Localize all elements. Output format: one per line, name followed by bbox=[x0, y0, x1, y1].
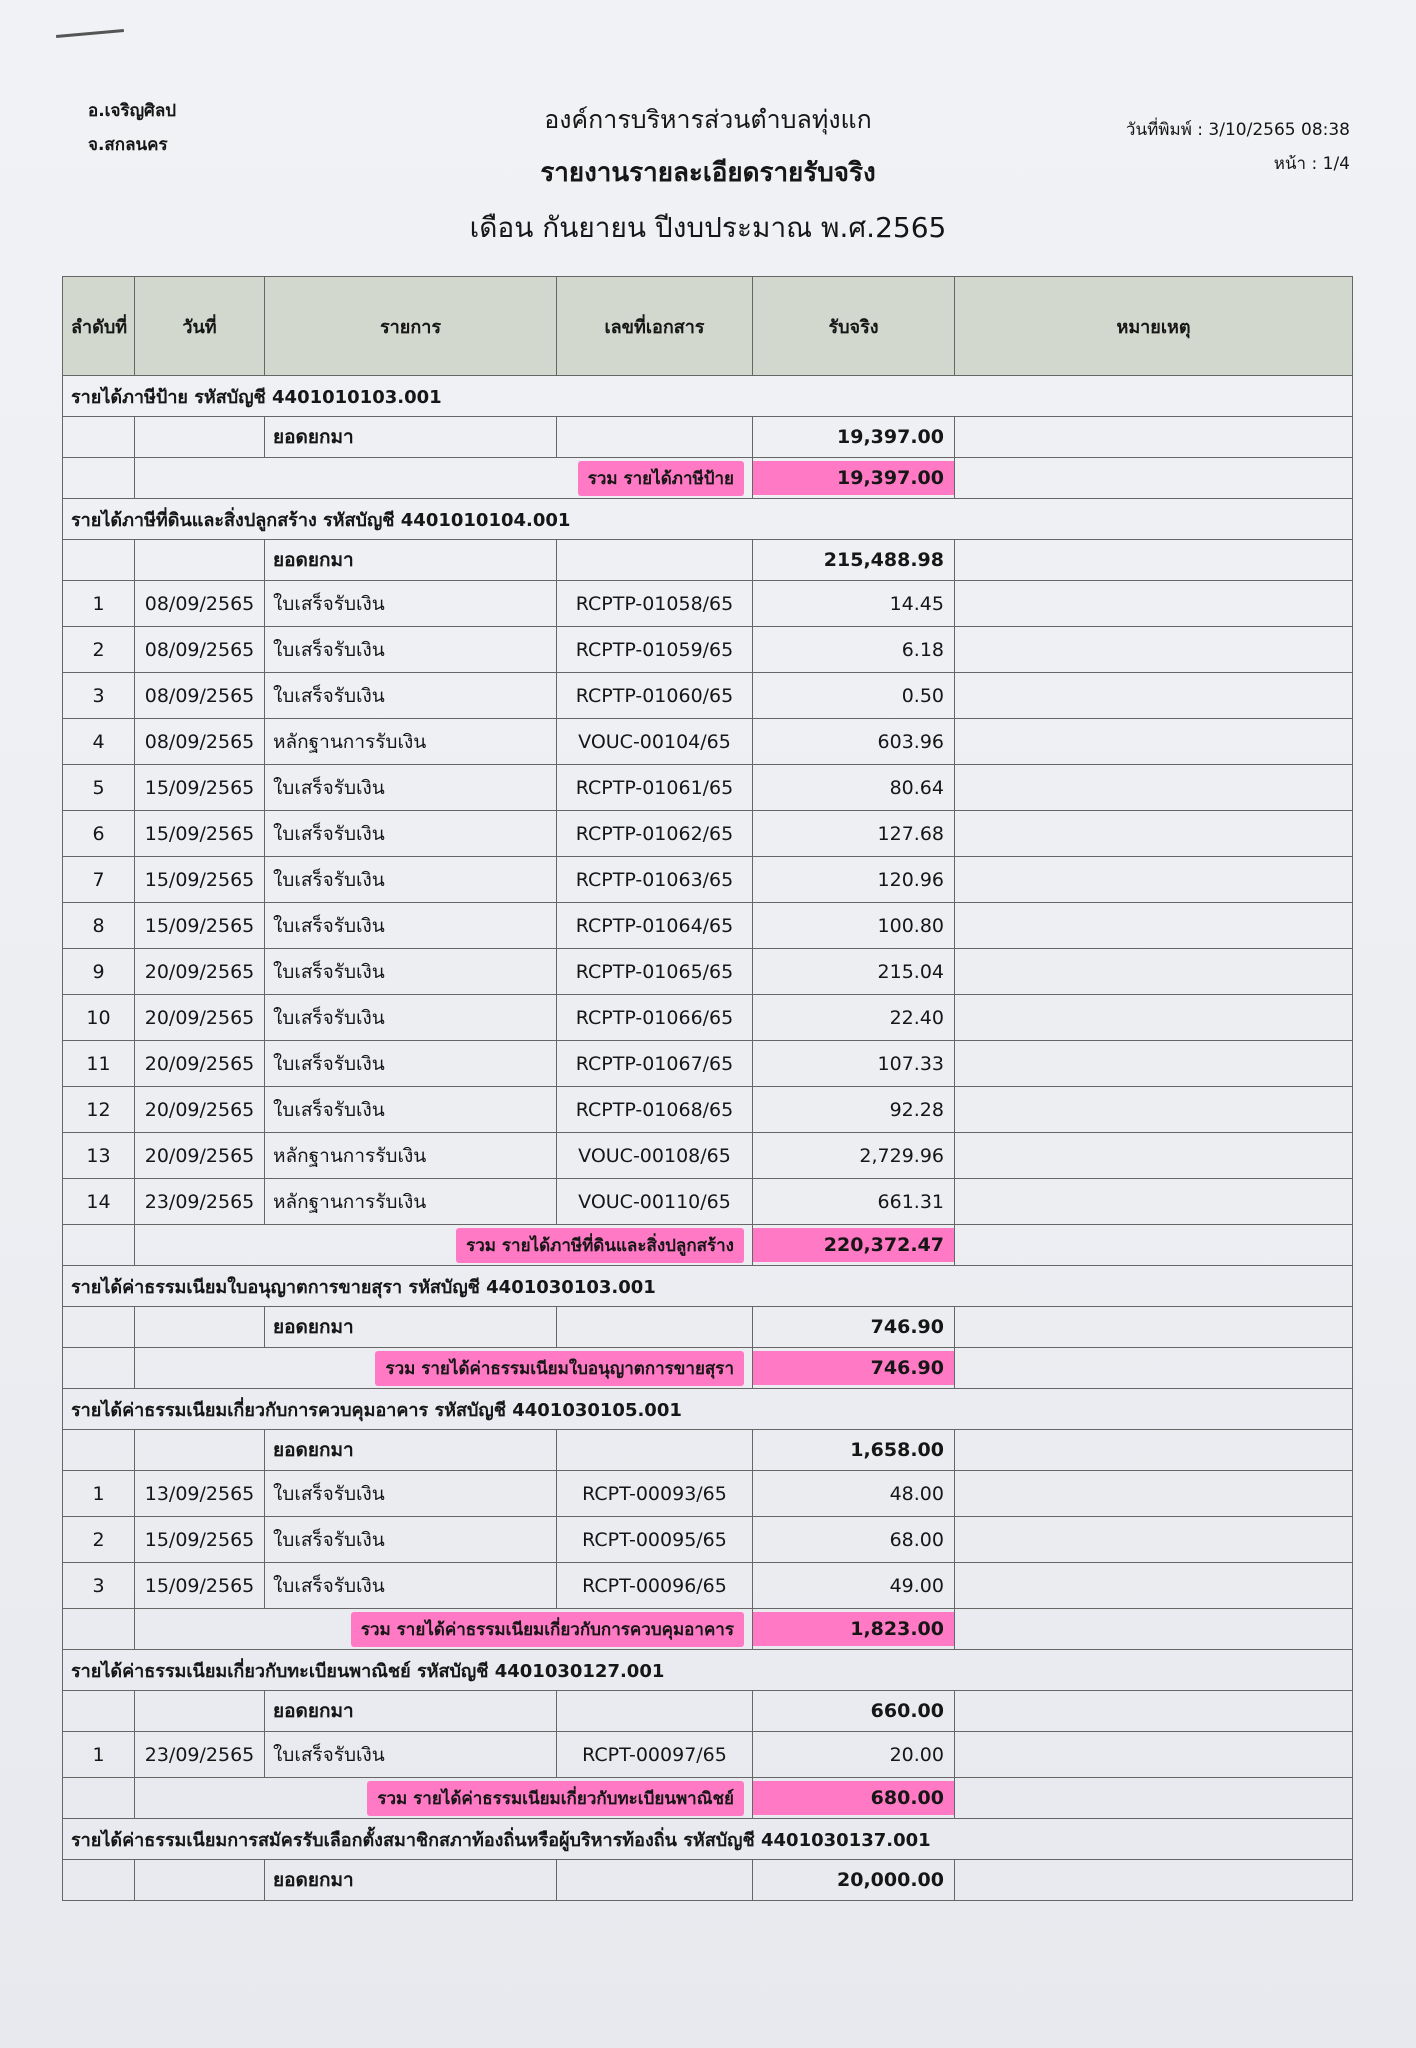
note-cell bbox=[955, 540, 1353, 581]
col-header-note: หมายเหตุ bbox=[955, 277, 1353, 376]
brought-forward-label: ยอดยกมา bbox=[265, 1430, 557, 1471]
note-cell bbox=[955, 1609, 1353, 1650]
section-total-amount: 220,372.47 bbox=[753, 1228, 954, 1262]
empty-cell bbox=[63, 1430, 135, 1471]
report-title: รายงานรายละเอียดรายรับจริง bbox=[540, 158, 876, 188]
table-row bbox=[63, 949, 1353, 995]
section-heading-row bbox=[63, 1266, 1353, 1307]
section-total-amount: 680.00 bbox=[753, 1781, 954, 1815]
empty-cell bbox=[557, 417, 753, 458]
row-date: 23/09/2565 bbox=[135, 1179, 265, 1225]
row-item: ใบเสร็จรับเงิน bbox=[265, 1471, 557, 1517]
row-doc-number: RCPT-00093/65 bbox=[557, 1471, 753, 1517]
table-row bbox=[63, 1563, 1353, 1609]
row-date: 15/09/2565 bbox=[135, 1517, 265, 1563]
row-date: 20/09/2565 bbox=[135, 1133, 265, 1179]
section-total-label: รวม รายได้ค่าธรรมเนียมเกี่ยวกับทะเบียนพาณิชย์ bbox=[367, 1781, 744, 1816]
section-total-amount-cell bbox=[753, 1225, 955, 1266]
row-doc-number: RCPT-00096/65 bbox=[557, 1563, 753, 1609]
section-total-label: รวม รายได้ค่าธรรมเนียมเกี่ยวกับการควบคุมอาคาร bbox=[351, 1612, 744, 1647]
row-amount: 100.80 bbox=[753, 903, 955, 949]
section-total-label: รวม รายได้ภาษีป้าย bbox=[578, 461, 744, 496]
row-amount: 80.64 bbox=[753, 765, 955, 811]
empty-cell bbox=[63, 1307, 135, 1348]
empty-cell bbox=[557, 1860, 753, 1901]
empty-cell bbox=[63, 1778, 135, 1819]
note-cell bbox=[955, 1563, 1353, 1609]
print-date: วันที่พิมพ์ : 3/10/2565 08:38 bbox=[1125, 120, 1350, 140]
note-cell bbox=[955, 1307, 1353, 1348]
note-cell bbox=[955, 1778, 1353, 1819]
row-number: 3 bbox=[63, 673, 135, 719]
note-cell bbox=[955, 673, 1353, 719]
brought-forward-row bbox=[63, 1691, 1353, 1732]
row-item: ใบเสร็จรับเงิน bbox=[265, 811, 557, 857]
row-item: ใบเสร็จรับเงิน bbox=[265, 673, 557, 719]
row-doc-number: RCPTP-01061/65 bbox=[557, 765, 753, 811]
section-heading-row bbox=[63, 1650, 1353, 1691]
table-row bbox=[63, 811, 1353, 857]
brought-forward-label: ยอดยกมา bbox=[265, 1307, 557, 1348]
row-doc-number: RCPTP-01068/65 bbox=[557, 1087, 753, 1133]
note-cell bbox=[955, 1087, 1353, 1133]
row-amount: 48.00 bbox=[753, 1471, 955, 1517]
note-cell bbox=[955, 949, 1353, 995]
print-info bbox=[1126, 113, 1350, 181]
page-number: หน้า : 1/4 bbox=[1273, 154, 1350, 174]
section-total-amount: 1,823.00 bbox=[753, 1612, 954, 1646]
section-total-amount: 19,397.00 bbox=[753, 461, 954, 495]
row-date: 15/09/2565 bbox=[135, 765, 265, 811]
row-amount: 127.68 bbox=[753, 811, 955, 857]
brought-forward-amount: 20,000.00 bbox=[753, 1860, 955, 1901]
row-date: 15/09/2565 bbox=[135, 857, 265, 903]
row-date: 20/09/2565 bbox=[135, 1087, 265, 1133]
table-row bbox=[63, 719, 1353, 765]
table-header-row bbox=[63, 277, 1353, 376]
row-item: ใบเสร็จรับเงิน bbox=[265, 949, 557, 995]
table-row bbox=[63, 1732, 1353, 1778]
row-item: ใบเสร็จรับเงิน bbox=[265, 1041, 557, 1087]
section-title: รายได้ค่าธรรมเนียมการสมัครรับเลือกตั้งสมาชิกสภาท้องถิ่นหรือผู้บริหารท้องถิ่น รหัสบัญชี 4401030137.001 bbox=[63, 1819, 1353, 1860]
row-amount: 92.28 bbox=[753, 1087, 955, 1133]
row-date: 08/09/2565 bbox=[135, 627, 265, 673]
row-amount: 22.40 bbox=[753, 995, 955, 1041]
table-row bbox=[63, 581, 1353, 627]
row-amount: 661.31 bbox=[753, 1179, 955, 1225]
row-item: หลักฐานการรับเงิน bbox=[265, 1179, 557, 1225]
row-amount: 107.33 bbox=[753, 1041, 955, 1087]
col-header-date: วันที่ bbox=[135, 277, 265, 376]
section-total-amount: 746.90 bbox=[753, 1351, 954, 1385]
section-total-label-cell bbox=[135, 1348, 753, 1389]
section-total-label: รวม รายได้ค่าธรรมเนียมใบอนุญาตการขายสุรา bbox=[375, 1351, 744, 1386]
row-doc-number: RCPT-00095/65 bbox=[557, 1517, 753, 1563]
note-cell bbox=[955, 1517, 1353, 1563]
row-amount: 2,729.96 bbox=[753, 1133, 955, 1179]
table-row bbox=[63, 1041, 1353, 1087]
row-doc-number: VOUC-00108/65 bbox=[557, 1133, 753, 1179]
col-header-no: ลำดับที่ bbox=[63, 277, 135, 376]
row-doc-number: RCPTP-01067/65 bbox=[557, 1041, 753, 1087]
row-number: 13 bbox=[63, 1133, 135, 1179]
table-row bbox=[63, 1133, 1353, 1179]
empty-cell bbox=[63, 1691, 135, 1732]
row-date: 08/09/2565 bbox=[135, 673, 265, 719]
section-total-row bbox=[63, 1348, 1353, 1389]
section-heading-row bbox=[63, 499, 1353, 540]
note-cell bbox=[955, 765, 1353, 811]
row-number: 5 bbox=[63, 765, 135, 811]
brought-forward-amount: 215,488.98 bbox=[753, 540, 955, 581]
row-number: 1 bbox=[63, 1732, 135, 1778]
row-number: 11 bbox=[63, 1041, 135, 1087]
row-date: 08/09/2565 bbox=[135, 581, 265, 627]
brought-forward-label: ยอดยกมา bbox=[265, 1691, 557, 1732]
row-amount: 20.00 bbox=[753, 1732, 955, 1778]
section-total-label-cell bbox=[135, 1225, 753, 1266]
row-item: ใบเสร็จรับเงิน bbox=[265, 1732, 557, 1778]
row-number: 6 bbox=[63, 811, 135, 857]
table-row bbox=[63, 1517, 1353, 1563]
section-total-row bbox=[63, 458, 1353, 499]
row-doc-number: VOUC-00104/65 bbox=[557, 719, 753, 765]
row-doc-number: RCPT-00097/65 bbox=[557, 1732, 753, 1778]
row-date: 13/09/2565 bbox=[135, 1471, 265, 1517]
row-amount: 6.18 bbox=[753, 627, 955, 673]
empty-cell bbox=[557, 1307, 753, 1348]
empty-cell bbox=[63, 458, 135, 499]
section-total-label-cell bbox=[135, 1609, 753, 1650]
brought-forward-row bbox=[63, 1860, 1353, 1901]
brought-forward-row bbox=[63, 417, 1353, 458]
row-date: 20/09/2565 bbox=[135, 995, 265, 1041]
empty-cell bbox=[557, 540, 753, 581]
note-cell bbox=[955, 903, 1353, 949]
row-item: ใบเสร็จรับเงิน bbox=[265, 627, 557, 673]
note-cell bbox=[955, 417, 1353, 458]
row-doc-number: VOUC-00110/65 bbox=[557, 1179, 753, 1225]
brought-forward-row bbox=[63, 1307, 1353, 1348]
row-item: ใบเสร็จรับเงิน bbox=[265, 1517, 557, 1563]
row-item: ใบเสร็จรับเงิน bbox=[265, 765, 557, 811]
brought-forward-row bbox=[63, 540, 1353, 581]
brought-forward-amount: 746.90 bbox=[753, 1307, 955, 1348]
note-cell bbox=[955, 1430, 1353, 1471]
row-number: 4 bbox=[63, 719, 135, 765]
section-heading-row bbox=[63, 1389, 1353, 1430]
note-cell bbox=[955, 627, 1353, 673]
section-total-amount-cell bbox=[753, 458, 955, 499]
row-amount: 0.50 bbox=[753, 673, 955, 719]
row-date: 23/09/2565 bbox=[135, 1732, 265, 1778]
row-amount: 68.00 bbox=[753, 1517, 955, 1563]
row-date: 15/09/2565 bbox=[135, 811, 265, 857]
brought-forward-label: ยอดยกมา bbox=[265, 540, 557, 581]
district-label: อ.เจริญศิลป bbox=[88, 101, 177, 121]
section-total-row bbox=[63, 1609, 1353, 1650]
empty-cell bbox=[135, 1860, 265, 1901]
row-doc-number: RCPTP-01059/65 bbox=[557, 627, 753, 673]
row-number: 12 bbox=[63, 1087, 135, 1133]
brought-forward-label: ยอดยกมา bbox=[265, 417, 557, 458]
empty-cell bbox=[557, 1691, 753, 1732]
table-row bbox=[63, 1179, 1353, 1225]
section-title: รายได้ภาษีป้าย รหัสบัญชี 4401010103.001 bbox=[63, 376, 1353, 417]
row-number: 1 bbox=[63, 581, 135, 627]
row-date: 15/09/2565 bbox=[135, 1563, 265, 1609]
empty-cell bbox=[135, 1307, 265, 1348]
note-cell bbox=[955, 1179, 1353, 1225]
organization-title: องค์การบริหารส่วนตำบลทุ่งแก bbox=[544, 105, 872, 134]
note-cell bbox=[955, 857, 1353, 903]
row-date: 15/09/2565 bbox=[135, 903, 265, 949]
row-doc-number: RCPTP-01065/65 bbox=[557, 949, 753, 995]
row-number: 7 bbox=[63, 857, 135, 903]
row-doc-number: RCPTP-01058/65 bbox=[557, 581, 753, 627]
row-item: หลักฐานการรับเงิน bbox=[265, 1133, 557, 1179]
row-amount: 603.96 bbox=[753, 719, 955, 765]
row-date: 20/09/2565 bbox=[135, 949, 265, 995]
row-date: 20/09/2565 bbox=[135, 1041, 265, 1087]
section-heading-row bbox=[63, 1819, 1353, 1860]
receipts-table bbox=[62, 276, 1353, 1901]
section-total-label-cell bbox=[135, 1778, 753, 1819]
row-item: ใบเสร็จรับเงิน bbox=[265, 995, 557, 1041]
row-doc-number: RCPTP-01062/65 bbox=[557, 811, 753, 857]
row-item: ใบเสร็จรับเงิน bbox=[265, 857, 557, 903]
col-header-doc: เลขที่เอกสาร bbox=[557, 277, 753, 376]
row-doc-number: RCPTP-01063/65 bbox=[557, 857, 753, 903]
empty-cell bbox=[135, 1691, 265, 1732]
note-cell bbox=[955, 1133, 1353, 1179]
empty-cell bbox=[63, 1609, 135, 1650]
table-row bbox=[63, 1471, 1353, 1517]
note-cell bbox=[955, 1732, 1353, 1778]
row-number: 9 bbox=[63, 949, 135, 995]
note-cell bbox=[955, 995, 1353, 1041]
row-number: 10 bbox=[63, 995, 135, 1041]
note-cell bbox=[955, 1348, 1353, 1389]
brought-forward-amount: 1,658.00 bbox=[753, 1430, 955, 1471]
table-row bbox=[63, 995, 1353, 1041]
section-total-row bbox=[63, 1778, 1353, 1819]
row-amount: 14.45 bbox=[753, 581, 955, 627]
empty-cell bbox=[63, 417, 135, 458]
section-total-row bbox=[63, 1225, 1353, 1266]
row-number: 3 bbox=[63, 1563, 135, 1609]
empty-cell bbox=[135, 417, 265, 458]
empty-cell bbox=[63, 1860, 135, 1901]
row-doc-number: RCPTP-01066/65 bbox=[557, 995, 753, 1041]
row-date: 08/09/2565 bbox=[135, 719, 265, 765]
note-cell bbox=[955, 1860, 1353, 1901]
row-number: 2 bbox=[63, 627, 135, 673]
table-body bbox=[63, 376, 1353, 1901]
section-title: รายได้ภาษีที่ดินและสิ่งปลูกสร้าง รหัสบัญชี 4401010104.001 bbox=[63, 499, 1353, 540]
row-item: ใบเสร็จรับเงิน bbox=[265, 903, 557, 949]
note-cell bbox=[955, 458, 1353, 499]
section-heading-row bbox=[63, 376, 1353, 417]
empty-cell bbox=[63, 1225, 135, 1266]
table-row bbox=[63, 673, 1353, 719]
note-cell bbox=[955, 1471, 1353, 1517]
note-cell bbox=[955, 1691, 1353, 1732]
row-amount: 215.04 bbox=[753, 949, 955, 995]
row-item: ใบเสร็จรับเงิน bbox=[265, 581, 557, 627]
row-number: 2 bbox=[63, 1517, 135, 1563]
section-title: รายได้ค่าธรรมเนียมเกี่ยวกับการควบคุมอาคาร รหัสบัญชี 4401030105.001 bbox=[63, 1389, 1353, 1430]
row-amount: 49.00 bbox=[753, 1563, 955, 1609]
table-row bbox=[63, 903, 1353, 949]
brought-forward-amount: 660.00 bbox=[753, 1691, 955, 1732]
note-cell bbox=[955, 581, 1353, 627]
table-row bbox=[63, 765, 1353, 811]
row-number: 14 bbox=[63, 1179, 135, 1225]
section-total-label: รวม รายได้ภาษีที่ดินและสิ่งปลูกสร้าง bbox=[456, 1228, 744, 1263]
col-header-item: รายการ bbox=[265, 277, 557, 376]
table-row bbox=[63, 627, 1353, 673]
brought-forward-amount: 19,397.00 bbox=[753, 417, 955, 458]
section-title: รายได้ค่าธรรมเนียมเกี่ยวกับทะเบียนพาณิชย์ รหัสบัญชี 4401030127.001 bbox=[63, 1650, 1353, 1691]
row-number: 1 bbox=[63, 1471, 135, 1517]
empty-cell bbox=[135, 540, 265, 581]
table-row bbox=[63, 1087, 1353, 1133]
row-item: ใบเสร็จรับเงิน bbox=[265, 1087, 557, 1133]
row-amount: 120.96 bbox=[753, 857, 955, 903]
col-header-amount: รับจริง bbox=[753, 277, 955, 376]
section-total-amount-cell bbox=[753, 1609, 955, 1650]
brought-forward-row bbox=[63, 1430, 1353, 1471]
report-period: เดือน กันยายน ปีงบประมาณ พ.ศ.2565 bbox=[469, 211, 947, 244]
section-title: รายได้ค่าธรรมเนียมใบอนุญาตการขายสุรา รหัสบัญชี 4401030103.001 bbox=[63, 1266, 1353, 1307]
row-item: ใบเสร็จรับเงิน bbox=[265, 1563, 557, 1609]
empty-cell bbox=[135, 1430, 265, 1471]
row-doc-number: RCPTP-01060/65 bbox=[557, 673, 753, 719]
empty-cell bbox=[557, 1430, 753, 1471]
empty-cell bbox=[63, 1348, 135, 1389]
brought-forward-label: ยอดยกมา bbox=[265, 1860, 557, 1901]
table-row bbox=[63, 857, 1353, 903]
section-total-amount-cell bbox=[753, 1778, 955, 1819]
section-total-label-cell bbox=[135, 458, 753, 499]
note-cell bbox=[955, 1041, 1353, 1087]
row-doc-number: RCPTP-01064/65 bbox=[557, 903, 753, 949]
province-label: จ.สกลนคร bbox=[88, 135, 168, 155]
section-total-amount-cell bbox=[753, 1348, 955, 1389]
row-item: หลักฐานการรับเงิน bbox=[265, 719, 557, 765]
row-number: 8 bbox=[63, 903, 135, 949]
empty-cell bbox=[63, 540, 135, 581]
note-cell bbox=[955, 1225, 1353, 1266]
note-cell bbox=[955, 719, 1353, 765]
staple-mark bbox=[56, 29, 124, 38]
note-cell bbox=[955, 811, 1353, 857]
